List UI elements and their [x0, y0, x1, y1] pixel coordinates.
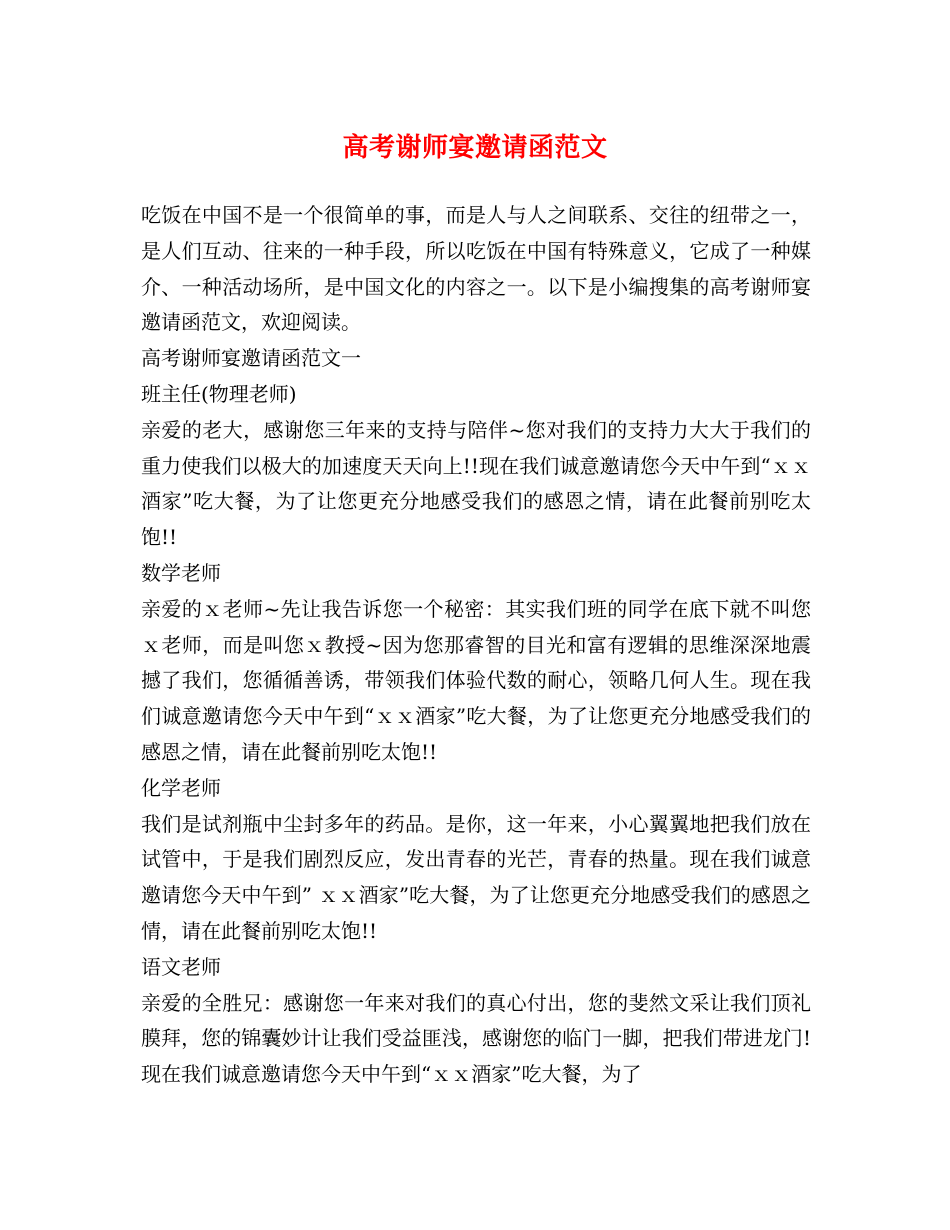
paragraph-head-teacher: 亲爱的老大，感谢您三年来的支持与陪伴~您对我们的支持力大大于我们的重力使我们以极大的加速度天天向上!!现在我们诚意邀请您今天中午到“ｘｘ酒家”吃大餐，为了让您更充分地感受我们的感恩之情，请在此餐前别吃太饱!! — [141, 417, 811, 550]
paragraph-math-teacher: 亲爱的ｘ老师~先让我告诉您一个秘密：其实我们班的同学在底下就不叫您ｘ老师，而是叫您ｘ教授~因为您那睿智的目光和富有逻辑的思维深深地震撼了我们，您循循善诱，带领我们体验代数的耐心，领略几何人生。现在我们诚意邀请您今天中午到“ｘｘ酒家”吃大餐，为了让您更充分地感受我们的感恩之情，请在此餐前别吃太饱!! — [141, 596, 811, 764]
heading-head-teacher: 班主任(物理老师) — [141, 381, 297, 406]
paragraph-chemistry-teacher: 我们是试剂瓶中尘封多年的药品。是你，这一年来，小心翼翼地把我们放在试管中，于是我们剧烈反应，发出青春的光芒，青春的热量。现在我们诚意邀请您今天中午到” ｘｘ酒家”吃大餐，为了让您更充分地感受我们的感恩之情，请在此餐前别吃太饱!! — [141, 811, 811, 943]
intro-paragraph: 吃饭在中国不是一个很简单的事，而是人与人之间联系、交往的纽带之一，是人们互动、往来的一种手段，所以吃饭在中国有特殊意义，它成了一种媒介、一种活动场所，是中国文化的内容之一。以下是小编搜集的高考谢师宴邀请函范文，欢迎阅读。 — [141, 203, 811, 335]
section-heading-invitation-one: 高考谢师宴邀请函范文一 — [141, 346, 361, 371]
heading-chinese-teacher: 语文老师 — [141, 954, 221, 979]
heading-chemistry-teacher: 化学老师 — [141, 775, 221, 800]
document-body — [141, 198, 811, 1093]
paragraph-chinese-teacher: 亲爱的全胜兄：感谢您一年来对我们的真心付出，您的斐然文采让我们顶礼膜拜，您的锦囊妙计让我们受益匪浅，感谢您的临门一脚，把我们带进龙门!现在我们诚意邀请您今天中午到“ｘｘ酒家”吃大餐，为了 — [141, 990, 811, 1087]
document-title: 高考谢师宴邀请函范文 — [342, 133, 608, 163]
heading-math-teacher: 数学老师 — [141, 560, 221, 585]
